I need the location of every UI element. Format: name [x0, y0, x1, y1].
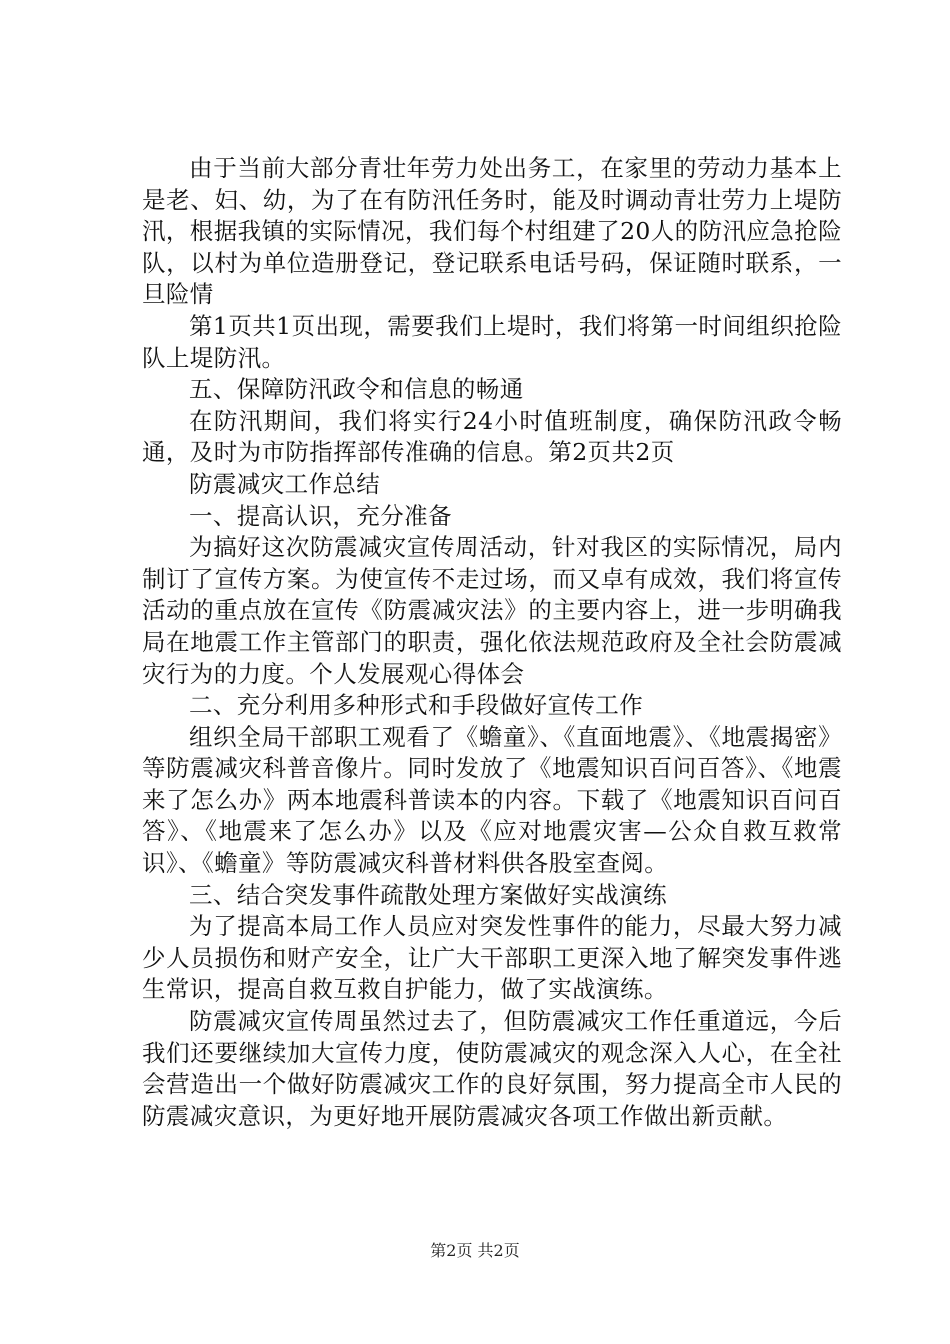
- paragraph-section-3: 为了提高本局工作人员应对突发性事件的能力，尽最大努力减少人员损伤和财产安全，让广大干部职工更深入地了解突发事件逃生常识，提高自救互救自护能力，做了实战演练。: [142, 912, 842, 1004]
- heading-section-2: 二、充分利用多种形式和手段做好宣传工作: [189, 691, 644, 720]
- paragraph-labor-force: 由于当前大部分青壮年劳力处出务工，在家里的劳动力基本上是老、妇、幼，为了在有防汛任务时，能及时调动青壮劳力上堤防汛，根据我镇的实际情况，我们每个村组建了20人的防汛应急抢险队，以村为单位造册登记，登记联系电话号码，保证随时联系，一旦险情: [142, 154, 842, 309]
- paragraph-conclusion: 防震减灾宣传周虽然过去了，但防震减灾工作任重道远，今后我们还要继续加大宣传力度，使防震减灾的观念深入人心，在全社会营造出一个做好防震减灾工作的良好氛围，努力提高全市人民的防震减灾意识，为更好地开展防震减灾各项工作做出新贡献。: [142, 1007, 842, 1130]
- paragraph-rescue-team: 第1页共1页出现，需要我们上堤时，我们将第一时间组织抢险队上堤防汛。: [142, 311, 842, 372]
- document-body: [142, 153, 842, 1132]
- paragraph-duty-system: 在防汛期间，我们将实行24小时值班制度，确保防汛政令畅通，及时为市防指挥部传准确的信息。第2页共2页: [142, 406, 842, 467]
- heading-section-1: 一、提高认识，充分准备: [189, 501, 452, 530]
- paragraph-section-2: 组织全局干部职工观看了《蟾童》、《直面地震》、《地震揭密》等防震减灾科普音像片。同时发放了《地震知识百问百答》、《地震来了怎么办》两本地震科普读本的内容。下载了《地震知识百问百答》、《地震来了怎么办》以及《应对地震灾害—公众自救互救常识》、《蟾童》等防震减灾科普材料供各股室查阅。: [142, 722, 842, 878]
- paragraph-section-1: 为搞好这次防震减灾宣传周活动，针对我区的实际情况，局内制订了宣传方案。为使宣传不走过场，而又卓有成效，我们将宣传活动的重点放在宣传《防震减灾法》的主要内容上，进一步明确我局在地震工作主管部门的职责，强化依法规范政府及全社会防震减灾行为的力度。个人发展观心得体会: [142, 533, 842, 688]
- heading-flood-info: 五、保障防汛政令和信息的畅通: [189, 375, 524, 404]
- heading-section-3: 三、结合突发事件疏散处理方案做好实战演练: [189, 880, 667, 909]
- document-title: 防震减灾工作总结: [189, 469, 381, 498]
- page-footer: 第2页 共2页: [430, 1241, 520, 1260]
